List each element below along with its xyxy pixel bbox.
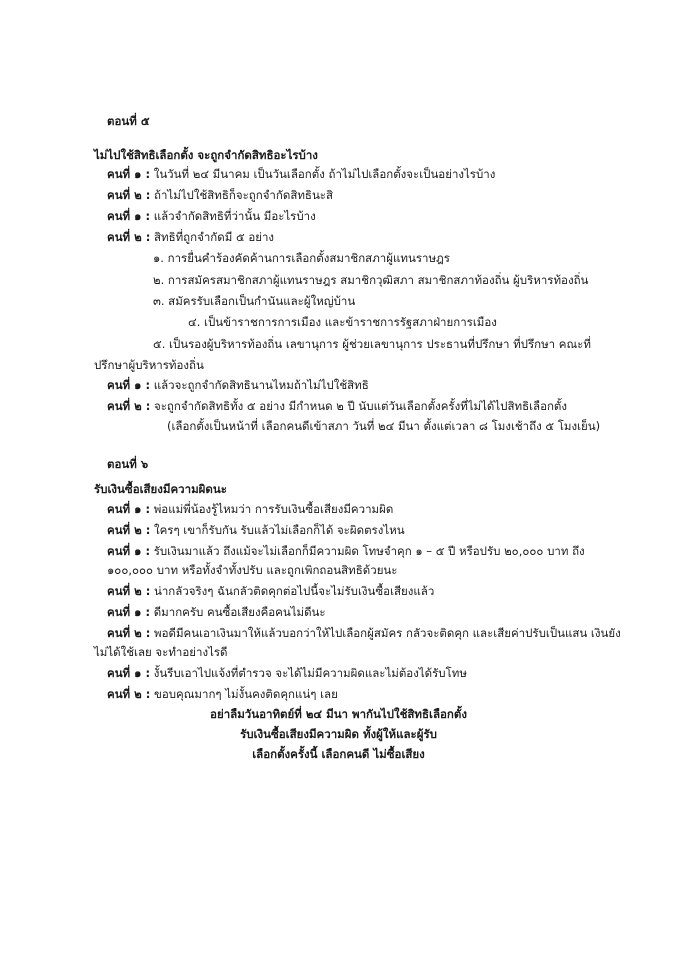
dialogue-text: จะถูกจำกัดสิทธิทั้ง ๕ อย่าง มีกำหนด ๒ ปี นับแต่วันเลือกตั้งครั้งที่ไม่ได้ไปสิทธิเลือกตั้ง [153,399,568,413]
restriction-item-continued: ปรึกษาผู้บริหารท้องถิ่น [94,358,204,372]
dialogue-text: รับเงินมาแล้ว ถึงแม้จะไม่เลือกก็มีความผิด โทษจำคุก ๑ – ๕ ปี หรือปรับ ๒๐,๐๐๐ บาท ถึง [153,544,585,558]
closing-slogan: เลือกตั้งครั้งนี้ เลือกคนดี ไม่ซื้อเสียง [252,747,425,761]
dialogue-line [107,583,434,599]
dialogue-text: แล้วจะถูกจำกัดสิทธินานไหมถ้าไม่ไปใช้สิทธิ [153,378,369,392]
closing-slogan: อย่าลืมวันอาทิตย์ที่ ๒๔ มีนา พากันไปใช้สิทธิเลือกตั้ง [210,707,467,721]
dialogue-line [107,543,585,559]
election-note: (เลือกตั้งเป็นหน้าที่ เลือกคนดีเข้าสภา วันที่ ๒๔ มีนา ตั้งแต่เวลา ๘ โมงเช้าถึง ๕ โมงเย็น) [167,419,601,433]
speaker-label: คนที่ ๑ : [107,378,151,392]
restriction-item: ๒. การสมัครสมาชิกสภาผู้แทนราษฎร สมาชิกวุฒิสภา สมาชิกสภาท้องถิ่น ผู้บริหารท้องถิ่น [153,273,589,287]
dialogue-text: แล้วจำกัดสิทธิที่ว่านั้น มีอะไรบ้าง [153,209,316,223]
speaker-label: คนที่ ๒ : [107,230,151,244]
speaker-label: คนที่ ๑ : [107,167,151,181]
restriction-item: ๕. เป็นรองผู้บริหารท้องถิ่น เลขานุการ ผู้ช่วยเลขานุการ ประธานที่ปรึกษา ที่ปรึกษา คณะที่ [153,337,591,351]
speaker-label: คนที่ ๒ : [107,523,151,537]
dialogue-text: พอดีมีคนเอาเงินมาให้แล้วบอกว่าให้ไปเลือกผู้สมัคร กลัวจะติดคุก และเสียค่าปรับเป็นแสน เงินยัง [153,626,621,640]
dialogue-text: พ่อแม่พี่น้องรู้ไหมว่า การรับเงินซื้อเสียงมีความผิด [153,502,394,516]
dialogue-line [107,522,405,538]
dialogue-line [107,377,369,393]
dialogue-line [107,501,393,517]
section6-heading: ตอนที่ ๖ [107,457,149,471]
dialogue-text: สิทธิที่ถูกจำกัดมี ๕ อย่าง [153,230,275,244]
dialogue-line [107,229,274,245]
speaker-label: คนที่ ๒ : [107,399,151,413]
dialogue-text: ขอบคุณมากๆ ไม่งั้นคงติดคุกแน่ๆ เลย [153,687,338,701]
dialogue-text: ถ้าไม่ไปใช้สิทธิก็จะถูกจำกัดสิทธินะสิ [153,188,333,202]
speaker-label: คนที่ ๒ : [107,626,151,640]
section6-title: รับเงินซื้อเสียงมีความผิดนะ [94,482,227,496]
dialogue-line [107,398,567,414]
section5-heading: ตอนที่ ๕ [107,114,150,128]
speaker-label: คนที่ ๑ : [107,502,151,516]
speaker-label: คนที่ ๒ : [107,584,151,598]
dialogue-line [107,686,338,702]
dialogue-line [107,208,316,224]
dialogue-text: งั้นรีบเอาไปแจ้งที่ตำรวจ จะได้ไม่มีความผิดและไม่ต้องได้รับโทษ [153,666,467,680]
speaker-label: คนที่ ๑ : [107,209,151,223]
dialogue-line [107,187,333,203]
dialogue-text: ดีมากครับ คนซื้อเสียงคือคนไม่ดีนะ [153,605,326,619]
speaker-label: คนที่ ๑ : [107,544,151,558]
dialogue-continued: ๑๐๐,๐๐๐ บาท หรือทั้งจำทั้งปรับ และถูกเพิกถอนสิทธิด้วยนะ [107,563,398,577]
dialogue-text: ในวันที่ ๒๔ มีนาคม เป็นวันเลือกตั้ง ถ้าไม่ไปเลือกตั้งจะเป็นอย่างไรบ้าง [153,167,496,181]
dialogue-line [107,625,621,641]
restriction-item: ๑. การยื่นคำร้องคัดค้านการเลือกตั้งสมาชิกสภาผู้แทนราษฎร [153,251,450,265]
speaker-label: คนที่ ๒ : [107,188,151,202]
speaker-label: คนที่ ๑ : [107,605,151,619]
dialogue-continued: ไม่ได้ใช้เลย จะทำอย่างไรดี [94,645,228,659]
dialogue-line [107,604,326,620]
speaker-label: คนที่ ๑ : [107,666,151,680]
dialogue-text: ใครๆ เขาก็รับกัน รับแล้วไม่เลือกก็ได้ จะผิดตรงไหน [153,523,405,537]
restriction-item: ๔. เป็นข้าราชการการเมือง และข้าราชการรัฐสภาฝ่ายการเมือง [188,315,497,329]
dialogue-line [107,665,467,681]
speaker-label: คนที่ ๒ : [107,687,151,701]
closing-slogan: รับเงินซื้อเสียงมีความผิด ทั้งผู้ให้และผู้รับ [240,727,437,741]
dialogue-line [107,166,495,182]
restriction-item: ๓. สมัครรับเลือกเป็นกำนันและผู้ใหญ่บ้าน [153,294,356,308]
dialogue-text: น่ากลัวจริงๆ ฉันกลัวติดคุกต่อไปนี้จะไม่รับเงินซื้อเสียงแล้ว [153,584,435,598]
section5-title: ไม่ไปใช้สิทธิเลือกตั้ง จะถูกจำกัดสิทธิอะไรบ้าง [94,148,318,162]
